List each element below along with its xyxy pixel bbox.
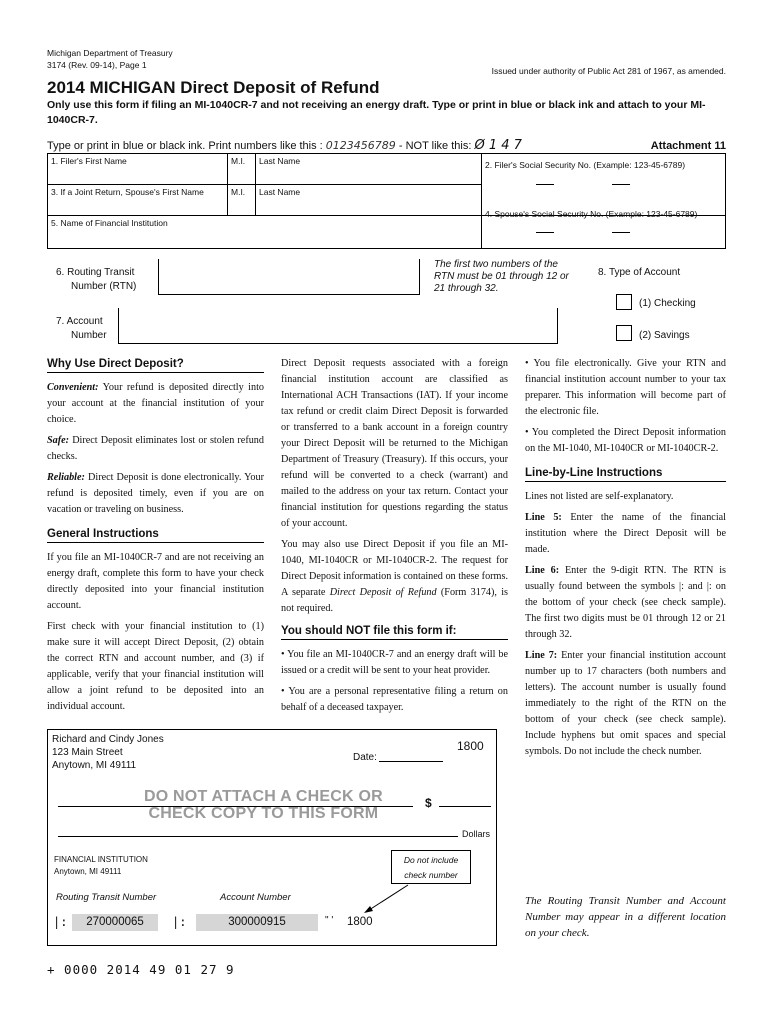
check-number: 1800 bbox=[457, 739, 484, 753]
spouse-mi-field[interactable] bbox=[228, 185, 256, 216]
dollar-sign: $ bbox=[425, 796, 432, 810]
page-title: 2014 MICHIGAN Direct Deposit of Refund bbox=[47, 78, 380, 97]
lbl-intro: Lines not listed are self-explanatory. bbox=[525, 491, 674, 502]
not-like-text: - NOT like this: bbox=[398, 140, 472, 152]
account-caption: Account Number bbox=[220, 892, 291, 903]
general-para-1: If you file an MI-1040CR-7 and are not receiving an energy draft, complete this form to have your check directly deposited into your financial institution account. bbox=[47, 552, 264, 611]
column-2 bbox=[281, 356, 508, 721]
rtn-note: The first two numbers of the RTN must be 01 through 12 or 21 through 32. bbox=[434, 259, 569, 294]
reliable-text: Direct Deposit is done electronically. Your refund is deposited timely, even if you are on vacation or traveling on business. bbox=[47, 472, 264, 515]
rtn-input[interactable] bbox=[158, 259, 420, 295]
other-forms-text: You may also use Direct Deposit if you file an MI-1040, MI-1040CR or MI-1040CR-2. The request for Direct Deposit information is contained on these forms. A separate bbox=[281, 539, 508, 598]
general-body bbox=[47, 550, 264, 715]
not-file-heading: You should NOT file this form if: bbox=[281, 625, 508, 640]
financial-institution-label: 5. Name of Financial Institution bbox=[51, 218, 168, 228]
other-forms-para bbox=[281, 537, 508, 617]
other-forms-text-end: (Form 3174), is not required. bbox=[281, 587, 508, 614]
column-3 bbox=[525, 356, 726, 765]
why-body bbox=[47, 380, 264, 518]
convenient-text: Your refund is deposited directly into your account at the financial institution of your choice. bbox=[47, 382, 264, 425]
column-1 bbox=[47, 358, 264, 720]
rtn-label bbox=[56, 266, 136, 294]
micr-check-number: 1800 bbox=[347, 916, 373, 928]
filer-first-name-field[interactable] bbox=[48, 154, 228, 185]
callout-line-1: Do not include bbox=[403, 855, 459, 865]
not-file-bullet-2: • You are a personal representative filing a return on behalf of a deceased taxpayer. bbox=[281, 686, 508, 713]
iat-body bbox=[281, 356, 508, 617]
line-6-text: Enter the 9-digit RTN. The RTN is usually found between the symbols |: and |: on the bottom of your check (see check sample). The first two digits must be 01 through 12 or 21 through 32. bbox=[525, 565, 726, 640]
mi-label: M.I. bbox=[231, 156, 246, 166]
reliable-label: Reliable: bbox=[47, 472, 85, 483]
ssn-dash bbox=[612, 184, 630, 185]
line-6-para bbox=[525, 563, 726, 643]
payer-name: Richard and Cindy Jones bbox=[52, 734, 164, 745]
attachment-label: Attachment 11 bbox=[650, 140, 726, 152]
last-name-label: Last Name bbox=[259, 187, 301, 197]
safe-label: Safe: bbox=[47, 435, 70, 446]
callout-line-2: check number bbox=[404, 870, 458, 880]
col3-bullet-1: • You file electronically. Give your RTN and financial institution account number to your tax preparer. This information will become part of the electronic file. bbox=[525, 358, 726, 417]
mi-label: M.I. bbox=[231, 187, 246, 197]
convenient-label: Convenient: bbox=[47, 382, 99, 393]
print-instruction bbox=[47, 138, 737, 153]
rtn-label-line2: Number (RTN) bbox=[71, 281, 137, 292]
micr-symbol-2: |: bbox=[172, 915, 187, 929]
account-type-label: 8. Type of Account bbox=[598, 267, 681, 278]
line-7-text: Enter your financial institution account number up to 17 characters (both numbers and letters). The account number is usually found immediately to the right of the RTN on the bottom of your check (see check sample). Include hyphens but omit spaces and special symbols. Do not include the check number. bbox=[525, 650, 726, 757]
filer-info-grid bbox=[47, 153, 726, 249]
page-subtitle: Only use this form if filing an MI-1040CR-7 and not receiving an energy draft. Type or print in blue or black ink and attach to your MI-1040CR-7. bbox=[47, 99, 706, 126]
line-by-line-heading: Line-by-Line Instructions bbox=[525, 467, 726, 482]
general-heading: General Instructions bbox=[47, 528, 264, 543]
spouse-ssn-label: 4. Spouse's Social Security No. (Example: 123-45-6789) bbox=[485, 209, 698, 219]
spouse-first-name-label: 3. If a Joint Return, Spouse's First Name bbox=[51, 187, 204, 197]
not-file-bullet-1: • You file an MI-1040CR-7 and an energy draft will be issued or a credit will be sent to your heat provider. bbox=[281, 649, 508, 676]
iat-para: Direct Deposit requests associated with a foreign financial institution account are classified as International ACH Transactions (IAT). If your income tax refund or credit claim Direct Deposit is forwarded or transferred to a bank account in a foreign country your Direct Deposit will be returned to the Michigan Department of Treasury (Treasury). If this occurs, your refund will be converted to a check (warrant) and mailed to the address on your tax return. Contact your financial institution for questions regarding the status of your account. bbox=[281, 358, 508, 529]
dollars-label: Dollars bbox=[462, 829, 491, 839]
account-label-line1: 7. Account bbox=[56, 316, 103, 327]
warning-line-1: DO NOT ATTACH A CHECK OR bbox=[144, 788, 383, 805]
col3-bullets bbox=[525, 356, 726, 457]
account-number-input[interactable] bbox=[118, 308, 558, 344]
account-label-line2: Number bbox=[71, 330, 107, 341]
safe-text: Direct Deposit eliminates lost or stolen refund checks. bbox=[47, 435, 264, 462]
dept-name: Michigan Department of Treasury bbox=[47, 48, 173, 58]
ssn-dash bbox=[536, 232, 554, 233]
date-label: Date: bbox=[353, 752, 377, 763]
filer-last-name-field[interactable] bbox=[256, 154, 482, 185]
why-heading: Why Use Direct Deposit? bbox=[47, 358, 264, 373]
warning-line-2: CHECK COPY TO THIS FORM bbox=[148, 805, 379, 822]
micr-symbol-1: |: bbox=[53, 915, 68, 929]
spouse-last-name-field[interactable] bbox=[256, 185, 482, 216]
payer-address-1: 123 Main Street bbox=[52, 747, 123, 758]
convenient-para bbox=[47, 380, 264, 428]
line-5-text: Enter the name of the financial institution where the Direct Deposit will be made. bbox=[525, 512, 726, 555]
line-7-label: Line 7: bbox=[525, 650, 558, 661]
bank-name: FINANCIAL INSTITUTION bbox=[54, 855, 148, 864]
line-by-line-body bbox=[525, 489, 726, 760]
savings-label: (2) Savings bbox=[639, 330, 690, 341]
reliable-para bbox=[47, 470, 264, 518]
savings-checkbox[interactable] bbox=[616, 325, 632, 341]
filer-ssn-label: 2. Filer's Social Security No. (Example: 123-45-6789) bbox=[485, 160, 686, 170]
spouse-first-name-field[interactable] bbox=[48, 185, 228, 216]
ssn-dash bbox=[612, 232, 630, 233]
filer-first-name-label: 1. Filer's First Name bbox=[51, 156, 127, 166]
rtn-label-line1: 6. Routing Transit bbox=[56, 267, 135, 278]
authority-note: Issued under authority of Public Act 281 of 1967, as amended. bbox=[491, 66, 726, 76]
rtn-value: 270000065 bbox=[72, 914, 158, 931]
line-5-para bbox=[525, 510, 726, 558]
location-note: The Routing Transit Number and Account Number may appear in a different location on your check. bbox=[525, 895, 726, 939]
sample-check bbox=[47, 729, 497, 946]
general-para-2: First check with your financial institution to (1) make sure it will accept Direct Deposit, (2) obtain the correct RTN and account number, and (3) if applicable, verify that your financial institution will allow a joint refund to be deposited into an individual account. bbox=[47, 621, 264, 712]
ssn-dash bbox=[536, 184, 554, 185]
line-7-para bbox=[525, 648, 726, 760]
col3-bullet-2: • You completed the Direct Deposit information on the MI-1040, MI-1040CR or MI-1040CR-2. bbox=[525, 427, 726, 454]
payer-address-2: Anytown, MI 49111 bbox=[52, 760, 137, 771]
line-6-label: Line 6: bbox=[525, 565, 560, 576]
instruction-text: Type or print in blue or black ink. Print numbers like this : bbox=[47, 140, 323, 152]
filer-mi-field[interactable] bbox=[228, 154, 256, 185]
form-revision: 3174 (Rev. 09-14), Page 1 bbox=[47, 60, 147, 70]
rtn-caption: Routing Transit Number bbox=[56, 892, 157, 903]
line-5-label: Line 5: bbox=[525, 512, 562, 523]
account-value: 300000915 bbox=[196, 914, 318, 931]
bank-address: Anytown, MI 49111 bbox=[54, 867, 122, 876]
form-code: + 0000 2014 49 01 27 9 bbox=[47, 962, 235, 977]
checking-checkbox[interactable] bbox=[616, 294, 632, 310]
micr-symbol-3: " ' bbox=[325, 915, 334, 926]
financial-institution-field[interactable] bbox=[48, 216, 482, 248]
spouse-ssn-field[interactable] bbox=[482, 197, 726, 248]
safe-para bbox=[47, 433, 264, 465]
not-file-body bbox=[281, 647, 508, 716]
account-number-label bbox=[56, 315, 107, 343]
example-good: 0123456789 bbox=[325, 139, 396, 152]
checking-label: (1) Checking bbox=[639, 298, 696, 309]
example-bad: Ø 1 4 7 bbox=[474, 138, 522, 153]
other-forms-italic: Direct Deposit of Refund bbox=[329, 587, 437, 598]
last-name-label: Last Name bbox=[259, 156, 301, 166]
